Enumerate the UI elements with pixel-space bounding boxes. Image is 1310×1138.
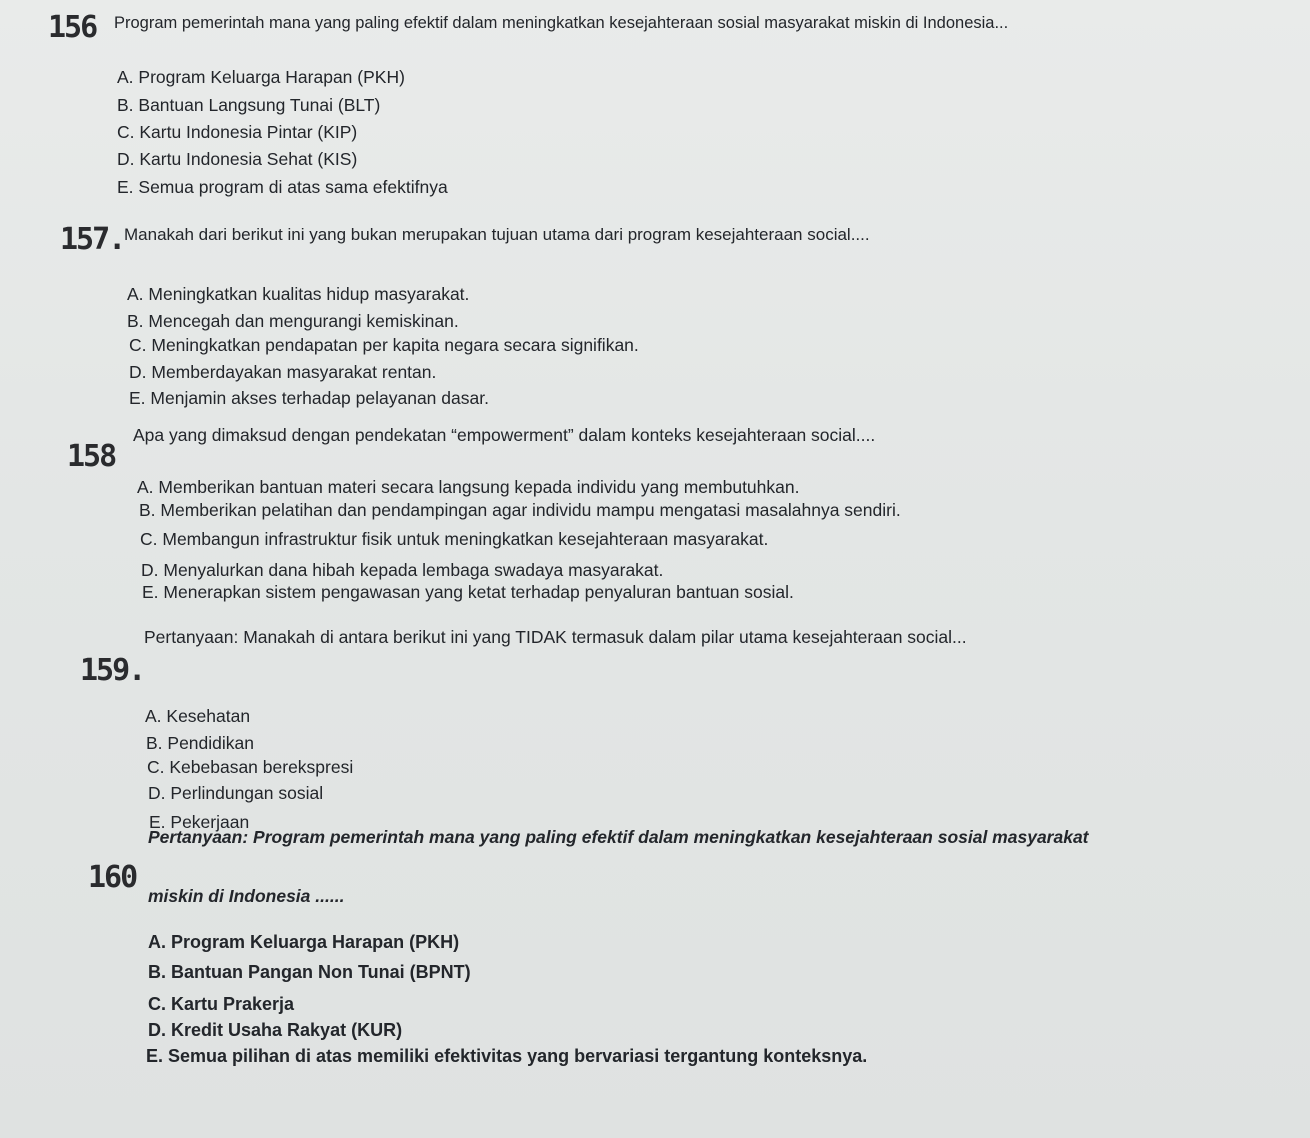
option-c: C. Meningkatkan pendapatan per kapita negara secara signifikan. — [129, 335, 639, 355]
question-number: 160 — [88, 860, 137, 895]
option-c: C. Kartu Prakerja — [148, 994, 295, 1014]
question-number: 158 — [67, 439, 116, 474]
question-stem: Apa yang dimaksud dengan pendekatan “empowerment” dalam konteks kesejahteraan social.... — [133, 425, 876, 445]
question-number: 157. — [60, 222, 125, 257]
question-stem: Pertanyaan: Manakah di antara berikut ini yang TIDAK termasuk dalam pilar utama kesejahteraan social... — [144, 627, 967, 647]
option-d: D. Perlindungan sosial — [148, 783, 324, 803]
question-stem-line-2: miskin di Indonesia ...... — [148, 886, 345, 906]
option-e: E. Menerapkan sistem pengawasan yang ketat terhadap penyaluran bantuan sosial. — [142, 582, 794, 602]
option-e: E. Semua program di atas sama efektifnya — [117, 177, 448, 197]
question-stem: Manakah dari berikut ini yang bukan merupakan tujuan utama dari program kesejahteraan social.... — [124, 225, 870, 244]
option-e: E. Pekerjaan — [149, 812, 250, 832]
question-stem-line-1: Pertanyaan: Program pemerintah mana yang paling efektif dalam meningkatkan kesejahteraan sosial masyarakat — [148, 827, 1089, 847]
option-e: E. Semua pilihan di atas memiliki efektivitas yang bervariasi tergantung konteksnya. — [146, 1046, 868, 1066]
question-stem: Program pemerintah mana yang paling efektif dalam meningkatkan kesejahteraan sosial masyarakat miskin di Indonesia... — [114, 14, 1009, 32]
option-b: B. Bantuan Langsung Tunai (BLT) — [117, 95, 381, 115]
question-number: 159. — [80, 653, 145, 688]
option-d: D. Kartu Indonesia Sehat (KIS) — [117, 149, 358, 169]
option-a: A. Meningkatkan kualitas hidup masyarakat. — [127, 284, 470, 304]
option-c: C. Kebebasan berekspresi — [147, 757, 354, 777]
option-c: C. Kartu Indonesia Pintar (KIP) — [117, 122, 358, 142]
option-a: A. Memberikan bantuan materi secara langsung kepada individu yang membutuhkan. — [137, 477, 800, 497]
option-a: A. Program Keluarga Harapan (PKH) — [117, 67, 405, 87]
option-b: B. Pendidikan — [146, 733, 254, 753]
option-b: B. Memberikan pelatihan dan pendampingan agar individu mampu mengatasi masalahnya sendiri. — [139, 500, 901, 520]
option-d: D. Menyalurkan dana hibah kepada lembaga swadaya masyarakat. — [141, 560, 664, 580]
option-d: D. Kredit Usaha Rakyat (KUR) — [148, 1020, 403, 1040]
option-b: B. Mencegah dan mengurangi kemiskinan. — [127, 311, 459, 331]
option-a: A. Kesehatan — [145, 706, 251, 726]
option-d: D. Memberdayakan masyarakat rentan. — [129, 362, 437, 382]
option-b: B. Bantuan Pangan Non Tunai (BPNT) — [148, 962, 471, 982]
option-e: E. Menjamin akses terhadap pelayanan dasar. — [129, 388, 489, 408]
question-number: 156 — [48, 10, 97, 45]
option-c: C. Membangun infrastruktur fisik untuk meningkatkan kesejahteraan masyarakat. — [140, 529, 769, 549]
option-a: A. Program Keluarga Harapan (PKH) — [148, 932, 460, 952]
